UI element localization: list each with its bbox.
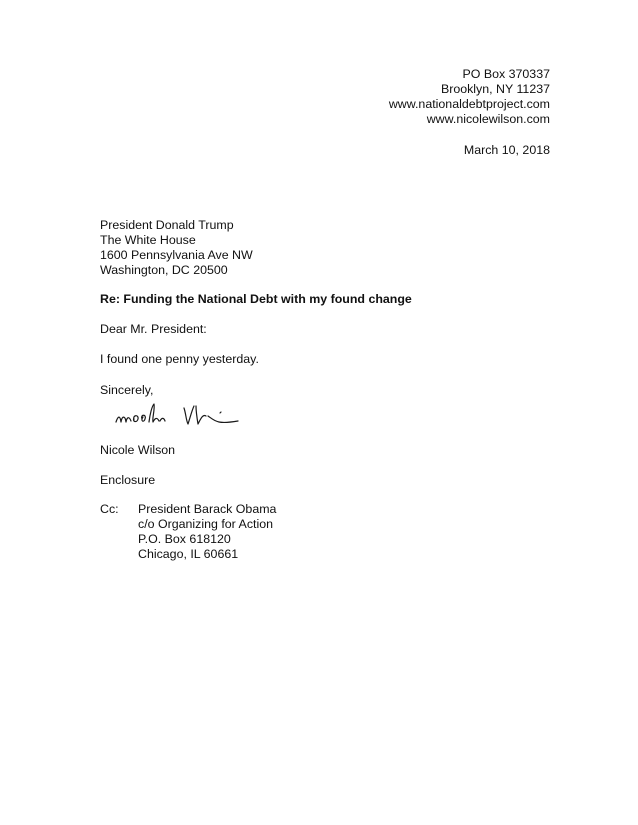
sender-po-box: PO Box 370337	[462, 67, 550, 81]
recipient-name: President Donald Trump	[100, 218, 234, 232]
cc-name: President Barack Obama	[138, 502, 277, 516]
recipient-address-block	[100, 218, 253, 278]
signer-name: Nicole Wilson	[100, 443, 176, 457]
letter-date: March 10, 2018	[463, 143, 550, 157]
cc-address-block	[138, 502, 276, 562]
subject-line: Re: Funding the National Debt with my found change	[100, 292, 412, 306]
cc-label: Cc:	[100, 502, 119, 516]
sender-website-1: www.nationaldebtproject.com	[388, 97, 550, 111]
recipient-organization: The White House	[100, 233, 196, 247]
cc-po-box: P.O. Box 618120	[138, 532, 231, 546]
closing: Sincerely,	[100, 383, 154, 397]
sender-city-state: Brooklyn, NY 11237	[440, 82, 550, 96]
cc-organization: c/o Organizing for Action	[138, 517, 273, 531]
salutation: Dear Mr. President:	[100, 322, 207, 336]
enclosure-notation: Enclosure	[100, 473, 156, 487]
sender-website-2: www.nicolewilson.com	[426, 112, 550, 126]
cc-city-state-zip: Chicago, IL 60661	[138, 547, 239, 561]
sender-address-block	[389, 67, 550, 127]
letter-body: I found one penny yesterday.	[100, 352, 259, 366]
recipient-street: 1600 Pennsylvania Ave NW	[100, 248, 253, 262]
recipient-city-state-zip: Washington, DC 20500	[100, 263, 228, 277]
handwritten-signature	[112, 396, 252, 432]
